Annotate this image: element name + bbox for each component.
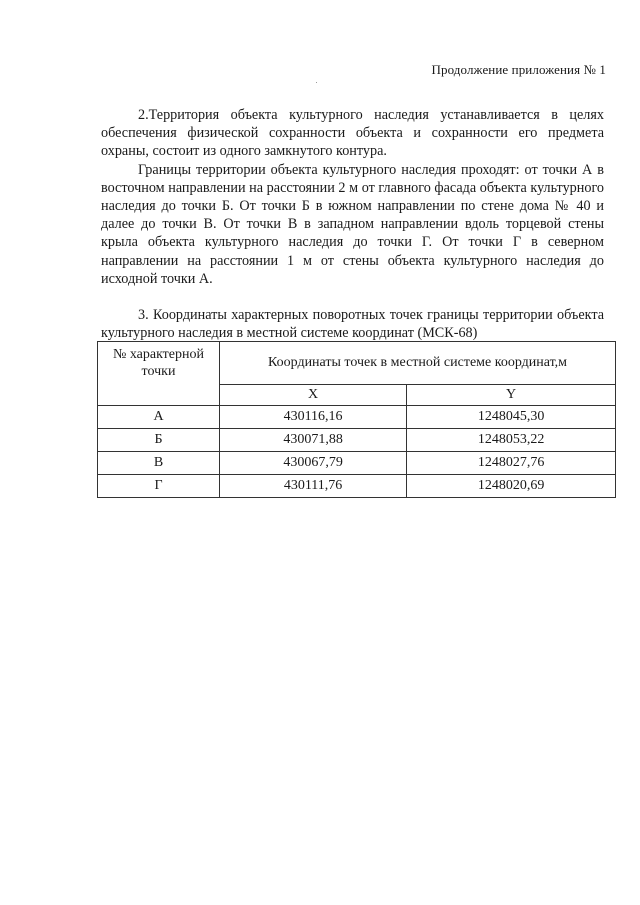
table-row: [98, 475, 616, 498]
header-x: X: [220, 385, 407, 406]
header-y: Y: [407, 385, 616, 406]
paragraph-coordinates-intro: 3. Координаты характерных поворотных точек границы территории объекта культурного наследия в местной системе координат (МСК-68): [101, 307, 604, 342]
header-point-number: № характерной точки: [98, 342, 220, 406]
paragraph-territory: 2.Территория объекта культурного наследия устанавливается в целях обеспечения физической сохранности объекта и сохранности его предмета охраны, состоит из одного замкнутого контура.: [101, 107, 604, 160]
row-y: 1248045,30: [407, 406, 616, 429]
document-body: [101, 106, 604, 342]
row-point: Г: [98, 475, 220, 498]
table-header-row: [98, 342, 616, 385]
row-y: 1248027,76: [407, 452, 616, 475]
row-x: 430116,16: [220, 406, 407, 429]
row-y: 1248020,69: [407, 475, 616, 498]
header-coordinates: Координаты точек в местной системе координат,м: [220, 342, 616, 385]
table-row: [98, 429, 616, 452]
row-x: 430067,79: [220, 452, 407, 475]
continuation-note: Продолжение приложения № 1: [431, 62, 606, 77]
table-row: [98, 406, 616, 429]
row-point: В: [98, 452, 220, 475]
table-row: [98, 452, 616, 475]
paragraph-boundaries: Границы территории объекта культурного наследия проходят: от точки А в восточном направлении на расстоянии 2 м от главного фасада объекта культурного наследия до точки Б. От точки Б в южном направлении по стене дома № 40 и далее до точки В. От точки В в западном направлении вдоль торцевой стены крыла объекта культурного наследия до точки Г. От точки Г в северном направлении на расстоянии 1 м от стены объекта культурного наследия до исходной точки А.: [101, 161, 604, 287]
coordinates-table: [97, 341, 616, 498]
row-point: А: [98, 406, 220, 429]
row-x: 430071,88: [220, 429, 407, 452]
row-x: 430111,76: [220, 475, 407, 498]
row-point: Б: [98, 429, 220, 452]
scan-speck: [316, 82, 317, 83]
row-y: 1248053,22: [407, 429, 616, 452]
